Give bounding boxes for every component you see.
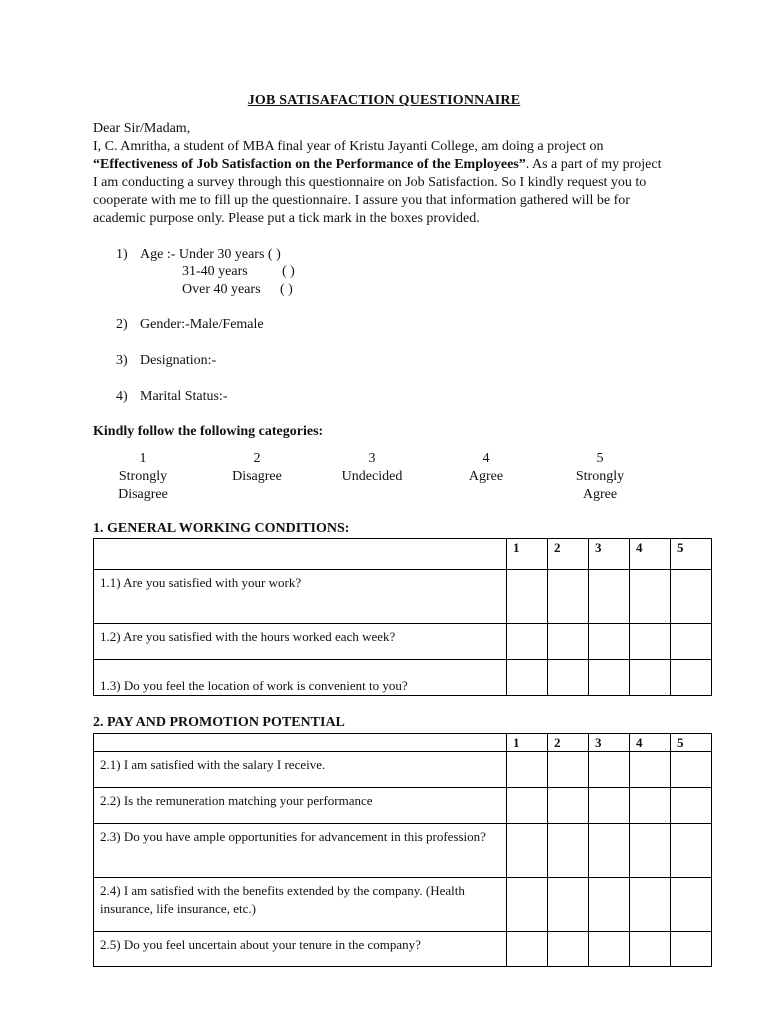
answer-checkbox-5[interactable] — [671, 570, 712, 624]
answer-checkbox-5[interactable] — [671, 624, 712, 660]
gender-label: Gender:-Male/Female — [140, 317, 264, 332]
answer-checkbox-3[interactable] — [589, 788, 630, 824]
answer-checkbox-2[interactable] — [548, 824, 589, 878]
section-2-heading: 2. PAY AND PROMOTION POTENTIAL — [93, 715, 345, 730]
tick-box[interactable]: ( ) — [280, 282, 293, 297]
question-text: 2.2) Is the remuneration matching your performance — [94, 788, 507, 824]
project-title: “Effectiveness of Job Satisfaction on the Performance of the Employees” — [93, 157, 526, 172]
intro-letter — [93, 120, 668, 228]
answer-checkbox-3[interactable] — [589, 878, 630, 932]
answer-checkbox-4[interactable] — [630, 878, 671, 932]
answer-checkbox-2[interactable] — [548, 788, 589, 824]
question-text: 1.2) Are you satisfied with the hours worked each week? — [94, 624, 507, 660]
question-number: 2) — [116, 317, 128, 332]
answer-checkbox-1[interactable] — [507, 752, 548, 788]
table-row — [94, 932, 712, 967]
scale-number: 4 — [482, 451, 490, 466]
question-text: 1.1) Are you satisfied with your work? — [94, 570, 507, 624]
age-option-label: Over 40 years — [182, 282, 261, 297]
column-header: 3 — [589, 734, 630, 752]
age-option-label: 31-40 years — [182, 264, 248, 279]
answer-checkbox-2[interactable] — [548, 932, 589, 967]
section-1-heading: 1. GENERAL WORKING CONDITIONS: — [93, 521, 350, 536]
answer-checkbox-4[interactable] — [630, 624, 671, 660]
table-header-row — [94, 539, 712, 570]
document-title: JOB SATISAFACTION QUESTIONNAIRE — [247, 93, 521, 108]
column-header: 3 — [589, 539, 630, 570]
answer-checkbox-1[interactable] — [507, 660, 548, 696]
header-blank-cell — [94, 734, 507, 752]
question-number: 3) — [116, 353, 128, 368]
question-number: 1) — [116, 247, 128, 262]
answer-checkbox-3[interactable] — [589, 932, 630, 967]
scale-label: Disagree — [232, 469, 282, 484]
table-header-row — [94, 734, 712, 752]
scale-undecided — [332, 450, 412, 486]
scale-label: Strongly — [118, 469, 168, 484]
answer-checkbox-5[interactable] — [671, 824, 712, 878]
tick-box[interactable]: ( ) — [282, 264, 295, 279]
designation-label: Designation:- — [140, 353, 217, 368]
answer-checkbox-3[interactable] — [589, 660, 630, 696]
column-header: 5 — [671, 734, 712, 752]
intro-text-2: . As a part of my project I am conducting a survey through this questionnaire on Job Satisfaction. So I kindly request you to cooperate with me to fill up the questionnaire. I assure you that information gathered will be for academic purpose only. Please put a tick mark in the boxes provided. — [93, 157, 662, 226]
scale-number: 5 — [596, 451, 604, 466]
scale-label: Disagree — [118, 487, 168, 502]
answer-checkbox-4[interactable] — [630, 660, 671, 696]
table-row — [94, 660, 712, 696]
column-header: 4 — [630, 734, 671, 752]
salutation: Dear Sir/Madam, — [93, 121, 191, 136]
scale-disagree — [218, 450, 296, 486]
answer-checkbox-1[interactable] — [507, 824, 548, 878]
table-row — [94, 878, 712, 932]
scale-label: Undecided — [341, 469, 403, 484]
answer-checkbox-4[interactable] — [630, 824, 671, 878]
column-header: 1 — [507, 539, 548, 570]
answer-checkbox-5[interactable] — [671, 878, 712, 932]
question-text: 2.4) I am satisfied with the benefits extended by the company. (Health insurance, life insurance, etc.) — [94, 878, 507, 932]
column-header: 1 — [507, 734, 548, 752]
answer-checkbox-1[interactable] — [507, 788, 548, 824]
answer-checkbox-2[interactable] — [548, 624, 589, 660]
answer-checkbox-5[interactable] — [671, 788, 712, 824]
answer-checkbox-3[interactable] — [589, 752, 630, 788]
answer-checkbox-4[interactable] — [630, 570, 671, 624]
scale-label: Agree — [468, 469, 504, 484]
answer-checkbox-2[interactable] — [548, 660, 589, 696]
section-2-table — [93, 733, 712, 967]
scale-number: 1 — [139, 451, 147, 466]
answer-checkbox-3[interactable] — [589, 824, 630, 878]
answer-checkbox-5[interactable] — [671, 752, 712, 788]
marital-status-question[interactable] — [116, 388, 228, 406]
column-header: 2 — [548, 539, 589, 570]
question-text: 2.3) Do you have ample opportunities for advancement in this profession? — [94, 824, 507, 878]
answer-checkbox-1[interactable] — [507, 570, 548, 624]
answer-checkbox-5[interactable] — [671, 932, 712, 967]
age-question — [116, 246, 281, 264]
answer-checkbox-4[interactable] — [630, 932, 671, 967]
table-row — [94, 752, 712, 788]
column-header: 2 — [548, 734, 589, 752]
scale-number: 2 — [253, 451, 261, 466]
answer-checkbox-4[interactable] — [630, 788, 671, 824]
designation-question[interactable] — [116, 352, 216, 370]
answer-checkbox-2[interactable] — [548, 878, 589, 932]
age-option-31-40[interactable] — [182, 263, 295, 281]
age-option-over-40[interactable] — [182, 281, 293, 299]
column-header: 4 — [630, 539, 671, 570]
intro-text-1: I, C. Amritha, a student of MBA final year of Kristu Jayanti College, am doing a project on — [93, 139, 604, 154]
column-header: 5 — [671, 539, 712, 570]
answer-checkbox-1[interactable] — [507, 932, 548, 967]
answer-checkbox-2[interactable] — [548, 752, 589, 788]
question-text: 1.3) Do you feel the location of work is convenient to you? — [94, 660, 507, 696]
categories-heading: Kindly follow the following categories: — [93, 424, 324, 439]
header-blank-cell — [94, 539, 507, 570]
intro-paragraph — [93, 138, 668, 228]
section-1-table — [93, 538, 712, 696]
scale-label: Agree — [582, 487, 618, 502]
scale-number: 3 — [368, 451, 376, 466]
answer-checkbox-3[interactable] — [589, 570, 630, 624]
answer-checkbox-4[interactable] — [630, 752, 671, 788]
gender-question[interactable] — [116, 316, 264, 334]
question-text: 2.1) I am satisfied with the salary I receive. — [94, 752, 507, 788]
scale-agree — [447, 450, 525, 486]
table-row — [94, 788, 712, 824]
table-row — [94, 570, 712, 624]
age-label[interactable]: Age :- Under 30 years ( ) — [140, 247, 281, 262]
question-text: 2.5) Do you feel uncertain about your tenure in the company? — [94, 932, 507, 967]
scale-label: Strongly — [575, 469, 625, 484]
answer-checkbox-1[interactable] — [507, 624, 548, 660]
answer-checkbox-3[interactable] — [589, 624, 630, 660]
table-row — [94, 824, 712, 878]
marital-status-label: Marital Status:- — [140, 389, 228, 404]
answer-checkbox-2[interactable] — [548, 570, 589, 624]
question-number: 4) — [116, 389, 128, 404]
table-row — [94, 624, 712, 660]
answer-checkbox-5[interactable] — [671, 660, 712, 696]
scale-strongly-agree — [561, 450, 639, 504]
answer-checkbox-1[interactable] — [507, 878, 548, 932]
scale-strongly-disagree — [104, 450, 182, 504]
